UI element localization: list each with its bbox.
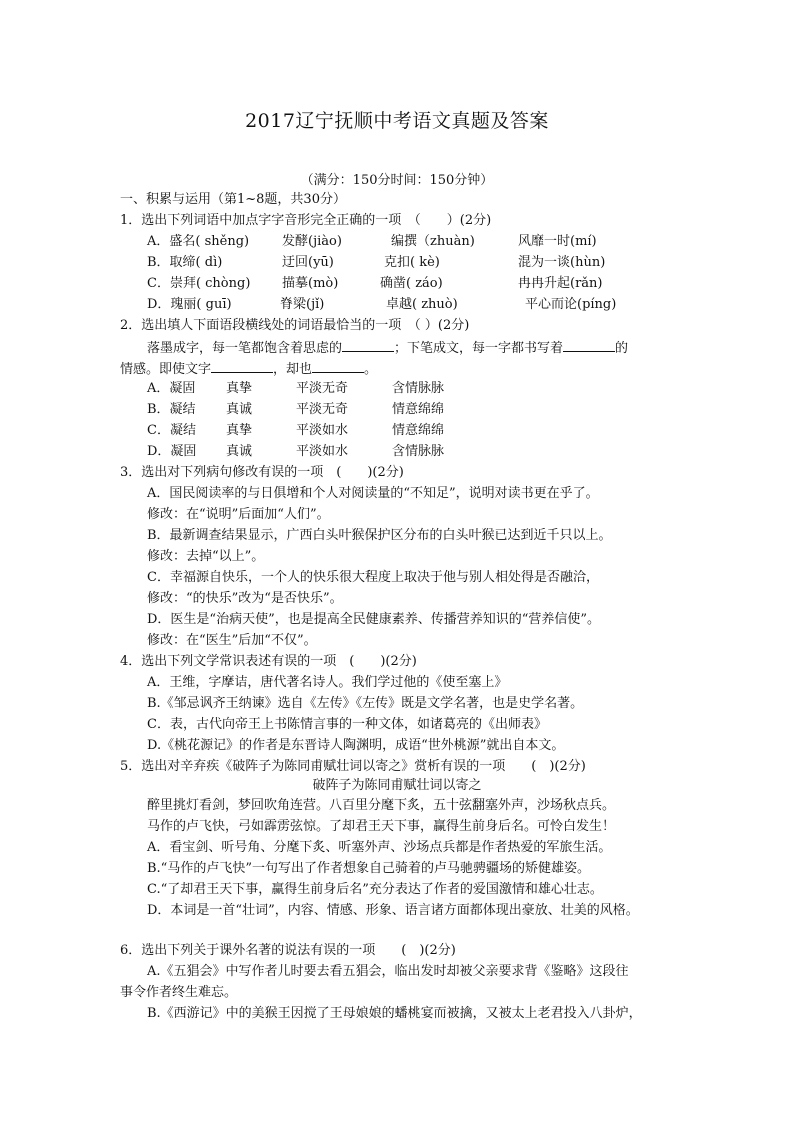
- q2-option-c: C．凝结: [147, 423, 196, 438]
- q2-passage-text: 情感。即使文字: [120, 362, 212, 377]
- blank-1: [342, 338, 394, 352]
- question-1-stem: 1．选出下列词语中加点字字音形完全正确的一项 （ ）(2分): [120, 213, 492, 228]
- q6-option-a: A.《五猖会》中写作者儿时要去看五猖会，临出发时却被父亲要求背《鉴略》这段往: [147, 964, 629, 979]
- q2-option-d-word3: 平淡如水: [296, 444, 349, 459]
- q1-option-b-word2: 迂回(yū): [282, 255, 334, 270]
- q5-option: D．本词是一首“壮词”，内容、情感、形象、语言诸方面都体现出豪放、壮美的风格。: [147, 903, 639, 918]
- q4-option: D.《桃花源记》的作者是东晋诗人陶渊明，成语“世外桃源”就出自本文。: [147, 738, 565, 753]
- q2-passage-text: ，却也: [273, 362, 313, 377]
- question-4-stem: 4．选出下列文学常识表述有误的一项 ( )(2分): [120, 654, 417, 669]
- poem-line: 马作的卢飞快，弓如霹雳弦惊。了却君王天下事，赢得生前身后名。可怜白发生！: [147, 819, 616, 834]
- q2-option-d-word4: 含情脉脉: [392, 444, 445, 459]
- q6-option-a-cont: 事令作者终生难忘。: [120, 985, 238, 1000]
- q5-option: C.“了却君王天下事，赢得生前身后名”充分表达了作者的爱国激情和雄心壮志。: [147, 882, 603, 897]
- q1-option-a-word4: 风靡一时(mí): [518, 234, 597, 249]
- q1-option-c-word4: 冉冉升起(rǎn): [518, 276, 603, 291]
- q2-option-a: A．凝固: [147, 381, 196, 396]
- question-2-stem: 2．选出填人下面语段横线处的词语最恰当的一项 （ ）(2分): [120, 318, 470, 333]
- blank-2: [563, 338, 615, 352]
- q1-option-b-word3: 克扣( kè): [384, 255, 440, 270]
- q4-option: B.《邹忌讽齐王纳谏》选自《左传》《左传》既是文学名著，也是史学名著。: [147, 696, 584, 711]
- q1-option-d-word3: 卓越( zhuò): [386, 297, 458, 312]
- q3-line: 修改：去掉“以上”。: [147, 549, 265, 564]
- q2-option-a-word2: 真挚: [226, 381, 253, 396]
- q1-option-a-word2: 发酵(jiào): [282, 234, 342, 249]
- q1-option-b-word4: 混为一谈(hùn): [518, 255, 606, 270]
- section-heading: 一、积累与运用（第1~8题，共30分）: [120, 192, 346, 207]
- q1-option-c-word2: 描摹(mò): [282, 276, 339, 291]
- q5-option: A．看宝剑、听号角、分麾下炙、听塞外声、沙场点兵都是作者热爱的军旅生活。: [147, 840, 612, 855]
- q3-line: A．国民阅读率的与日俱增和个人对阅读量的“不知足”，说明对读书更在乎了。: [147, 486, 599, 501]
- q3-line: 修改：在“说明”后面加“人们”。: [147, 507, 330, 522]
- q3-line: 修改：在“医生”后加“不仅”。: [147, 633, 317, 648]
- q2-option-c-word4: 情意绵绵: [392, 423, 445, 438]
- question-3-stem: 3．选出对下列病句修改有误的一项 ( )(2分): [120, 465, 404, 480]
- q2-option-a-word4: 含情脉脉: [392, 381, 445, 396]
- q4-option: A．王维，字摩诘，唐代著名诗人。我们学过他的《使至塞上》: [147, 675, 508, 690]
- q1-option-d-word2: 脊梁(jǐ): [280, 297, 325, 312]
- q6-option-b: B.《西游记》中的美猴王因搅了王母娘娘的蟠桃宴而被擒，又被太上老君投入八卦炉，: [147, 1006, 642, 1021]
- blank-4: [312, 359, 364, 373]
- q3-line: C．幸福源自快乐，一个人的快乐很大程度上取决于他与别人相处得是否融洽，: [147, 570, 599, 585]
- q2-option-b-word2: 真诚: [226, 402, 253, 417]
- question-5-stem: 5．选出对辛弃疾《破阵子为陈同甫赋壮词以寄之》赏析有误的一项 ( )(2分): [120, 759, 586, 774]
- q3-line: D．医生是“治病天使”，也是提高全民健康素养、传播营养知识的“营养信使”。: [147, 612, 601, 627]
- q2-passage-line1: [147, 338, 628, 358]
- q4-option: C．表，古代向帝王上书陈情言事的一种文体，如诸葛亮的《出师表》: [147, 717, 547, 732]
- q3-line: B．最新调查结果显示，广西白头叶猴保护区分布的白头叶猴已达到近千只以上。: [147, 528, 612, 543]
- q2-option-b: B．凝结: [147, 402, 196, 417]
- q2-option-c-word3: 平淡如水: [296, 423, 349, 438]
- poem-title: 破阵子为陈同甫赋壮词以寄之: [312, 778, 482, 793]
- q3-line: 修改：“的快乐”改为“是否快乐”。: [147, 591, 343, 606]
- q1-option-d: D．瑰丽( guī): [147, 297, 232, 312]
- q2-option-d-word2: 真诚: [226, 444, 253, 459]
- poem-line: 醉里挑灯看剑，梦回吹角连营。八百里分麾下炙，五十弦翻塞外声，沙场秋点兵。: [147, 798, 616, 813]
- q2-option-b-word4: 情意绵绵: [392, 402, 445, 417]
- q2-option-d: D．凝固: [147, 444, 197, 459]
- q1-option-c-word3: 确凿( záo): [380, 276, 443, 291]
- q2-option-b-word3: 平淡无奇: [296, 402, 349, 417]
- q1-option-a-word3: 编撰（zhuàn): [391, 234, 475, 249]
- page-title: 2017辽宁抚顺中考语文真题及答案: [245, 110, 549, 132]
- q2-option-c-word2: 真挚: [226, 423, 253, 438]
- q2-passage-text: 落墨成字，每一笔都饱含着思虑的: [147, 341, 343, 356]
- q1-option-d-word4: 平心而论(píng): [525, 297, 617, 312]
- q2-option-a-word3: 平淡无奇: [296, 381, 349, 396]
- question-6-stem: 6．选出下列关于课外名著的说法有误的一项 ( )(2分): [120, 943, 456, 958]
- q1-option-b: B．取缔( dì): [147, 255, 223, 270]
- q5-option: B.“马作的卢飞快”一句写出了作者想象自己骑着的卢马驰骋疆场的矫健雄姿。: [147, 861, 590, 876]
- exam-meta: （满分：150分时间：150分钟）: [300, 173, 494, 188]
- q2-passage-text: 。: [364, 362, 378, 377]
- blank-3: [211, 359, 273, 373]
- q1-option-c: C．崇拜( chòng): [147, 276, 251, 291]
- q1-option-a: A．盛名( shěng): [147, 234, 250, 249]
- q2-passage-text: 的: [615, 341, 629, 356]
- q2-passage-text: ；下笔成文，每一字都书写着: [394, 341, 564, 356]
- q2-passage-line2: [120, 359, 377, 379]
